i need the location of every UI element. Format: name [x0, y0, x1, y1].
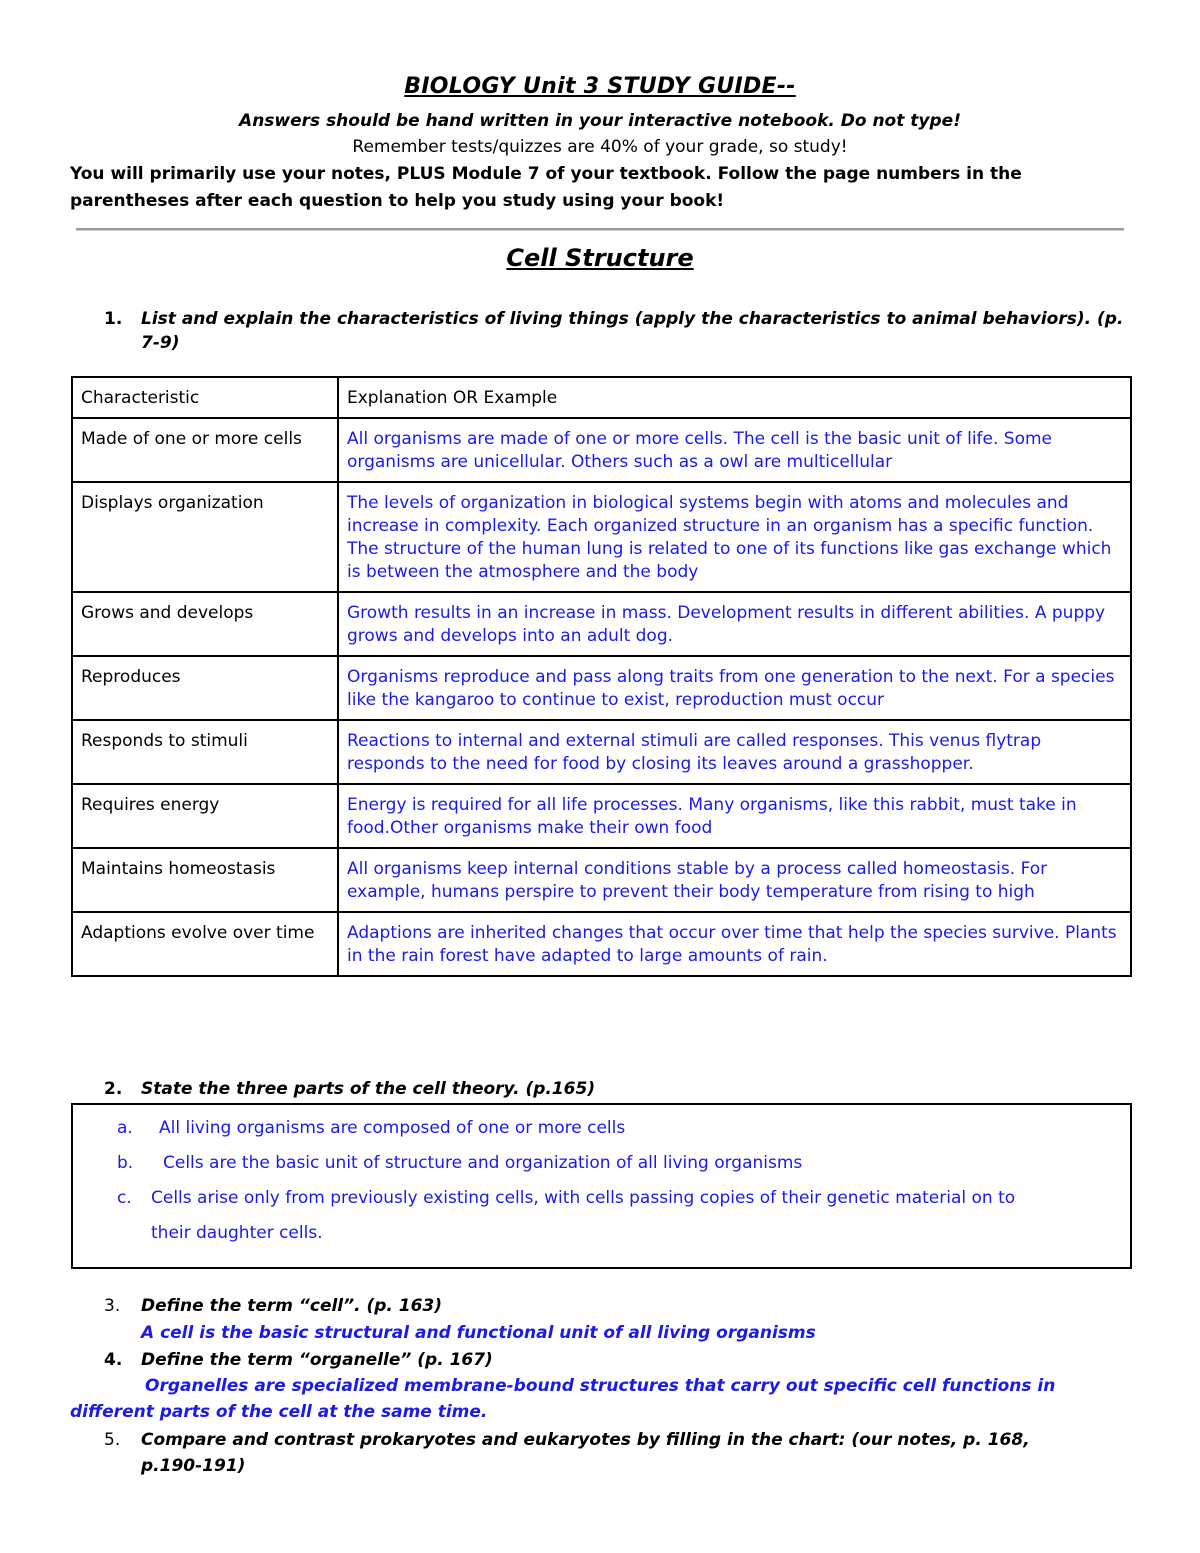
table-row — [72, 912, 1131, 976]
table-row — [72, 656, 1131, 720]
characteristic-cell: Adaptions evolve over time — [72, 912, 338, 976]
table-row — [72, 592, 1131, 656]
explanation-cell: Organisms reproduce and pass along traits from one generation to the next. For a species like the kangaroo to continue to exist, reproduction must occur — [338, 656, 1131, 720]
characteristic-cell: Displays organization — [72, 482, 338, 592]
question-1-cont: 7-9) — [141, 333, 180, 353]
instruction-notes-2: parentheses after each question to help you study using your book! — [70, 191, 725, 211]
explanation-cell: Reactions to internal and external stimuli are called responses. This venus flytrap responds to the need for food by closing its leaves around a grasshopper. — [338, 720, 1131, 784]
question-4-answer: Organelles are specialized membrane-bound structures that carry out specific cell functions in — [145, 1376, 1056, 1396]
table-row — [72, 848, 1131, 912]
explanation-cell: All organisms are made of one or more cells. The cell is the basic unit of life. Some organisms are unicellular. Others such as a owl are multicellular — [338, 418, 1131, 482]
question-3-answer: A cell is the basic structural and functional unit of all living organisms — [141, 1323, 816, 1343]
characteristic-cell: Requires energy — [72, 784, 338, 848]
question-5-cont: p.190-191) — [141, 1456, 246, 1476]
question-3-number: 3. — [104, 1296, 121, 1316]
question-5-number: 5. — [104, 1430, 121, 1450]
question-4 — [104, 1348, 493, 1372]
characteristic-cell: Maintains homeostasis — [72, 848, 338, 912]
question-4-number: 4. — [104, 1350, 123, 1370]
characteristic-cell: Reproduces — [72, 656, 338, 720]
table-header-cell: Characteristic — [72, 377, 338, 418]
explanation-cell: Growth results in an increase in mass. Development results in different abilities. A puppy grows and develops into an adult dog. — [338, 592, 1131, 656]
question-1-text: List and explain the characteristics of living things (apply the characteristics to animal behaviors). (p. — [141, 309, 1124, 329]
item-text: Cells are the basic unit of structure and organization of all living organisms — [163, 1153, 803, 1173]
cell-theory-item — [117, 1116, 625, 1140]
page-title: BIOLOGY Unit 3 STUDY GUIDE-- — [404, 74, 796, 99]
question-5-text: Compare and contrast prokaryotes and eukaryotes by filling in the chart: (our notes, p. 168, — [141, 1430, 1030, 1450]
explanation-cell: Adaptions are inherited changes that occur over time that help the species survive. Plants in the rain forest have adapted to large amounts of rain. — [338, 912, 1131, 976]
divider — [76, 228, 1124, 231]
item-label: c. — [117, 1188, 132, 1208]
question-3 — [104, 1294, 443, 1318]
question-2 — [104, 1077, 596, 1101]
table-row — [72, 418, 1131, 482]
table-header-row — [72, 377, 1131, 418]
cell-theory-item — [117, 1186, 1015, 1210]
instruction-tests: Remember tests/quizzes are 40% of your grade, so study! — [352, 137, 848, 157]
question-4-answer-cont: different parts of the cell at the same time. — [70, 1402, 488, 1422]
question-3-text: Define the term “cell”. (p. 163) — [141, 1296, 443, 1316]
question-5 — [104, 1428, 1030, 1452]
characteristic-cell: Made of one or more cells — [72, 418, 338, 482]
instruction-notes-1: You will primarily use your notes, PLUS Module 7 of your textbook. Follow the page numbers in the — [70, 164, 1022, 184]
question-2-text: State the three parts of the cell theory. (p.165) — [141, 1079, 596, 1099]
section-title: Cell Structure — [506, 244, 694, 272]
characteristic-cell: Responds to stimuli — [72, 720, 338, 784]
item-label: a. — [117, 1118, 133, 1138]
table-row — [72, 482, 1131, 592]
explanation-cell: Energy is required for all life processes. Many organisms, like this rabbit, must take in food.Other organisms make their own food — [338, 784, 1131, 848]
question-4-text: Define the term “organelle” (p. 167) — [141, 1350, 493, 1370]
cell-theory-item — [117, 1151, 802, 1175]
item-text: Cells arise only from previously existing cells, with cells passing copies of their genetic material on to — [151, 1188, 1016, 1208]
instruction-handwritten: Answers should be hand written in your interactive notebook. Do not type! — [239, 111, 961, 131]
table-header-cell: Explanation OR Example — [338, 377, 1131, 418]
question-1 — [104, 307, 1141, 331]
explanation-cell: All organisms keep internal conditions stable by a process called homeostasis. For example, humans perspire to prevent their body temperature from rising to high — [338, 848, 1131, 912]
characteristics-table — [71, 376, 1132, 977]
table-row — [72, 784, 1131, 848]
item-text: All living organisms are composed of one or more cells — [159, 1118, 626, 1138]
cell-theory-box — [71, 1103, 1132, 1269]
question-1-number: 1. — [104, 309, 123, 329]
explanation-cell: The levels of organization in biological systems begin with atoms and molecules and increase in complexity. Each organized structure in an organism has a specific function. The structure of the human lung is related to one of its functions like gas exchange which is between the atmosphere and the body — [338, 482, 1131, 592]
cell-theory-item-cont: their daughter cells. — [151, 1223, 323, 1243]
question-2-number: 2. — [104, 1079, 123, 1099]
item-label: b. — [117, 1153, 134, 1173]
characteristic-cell: Grows and develops — [72, 592, 338, 656]
table-row — [72, 720, 1131, 784]
